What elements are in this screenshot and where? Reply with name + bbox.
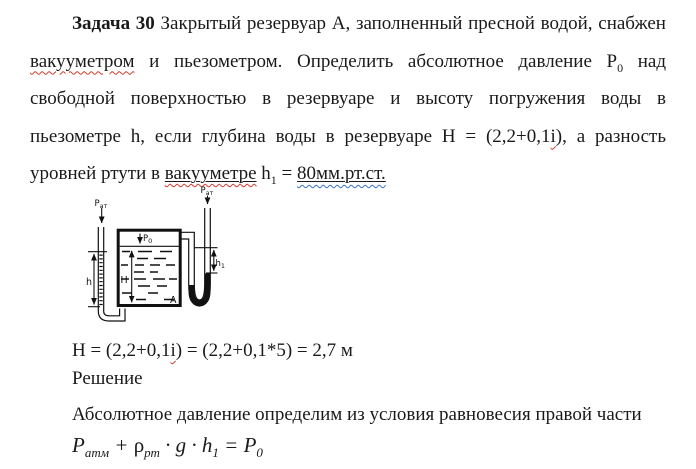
formula-equals: = xyxy=(218,433,244,457)
problem-number: Задача 30 xyxy=(72,13,155,34)
underlined-value xyxy=(297,163,386,184)
formula-P1: P xyxy=(72,433,85,457)
p0-label: $P_0$ xyxy=(143,234,153,245)
formula-dot: · xyxy=(159,433,176,457)
formula-h-sub: 1 xyxy=(212,445,219,461)
H-label: H xyxy=(120,275,128,286)
h-calculation-line xyxy=(72,339,642,363)
problem-line-2 xyxy=(30,43,666,81)
text-segment: Закрытый резервуар А, заполненный пресной водой, снабжен xyxy=(154,13,666,34)
text-segment: уровней ртути в xyxy=(30,163,165,184)
formula-h: h xyxy=(201,433,213,457)
h1-label: $h_1$ xyxy=(215,259,226,270)
misspelled-letter: i xyxy=(170,340,176,361)
misspelled-word: вакууметром xyxy=(30,50,135,72)
text-segment: h xyxy=(256,163,271,184)
formula-plus: + xyxy=(109,433,134,457)
patm-left-label: $P_{ат}$ xyxy=(94,199,108,210)
subscript: 1 xyxy=(270,172,277,187)
formula-rho: ρ xyxy=(133,433,145,457)
text-segment: Н = (2,2+0,1 xyxy=(72,340,171,361)
text-segment: над xyxy=(623,50,666,72)
formula-P0: P xyxy=(243,433,257,457)
formula-P1-sub: атм xyxy=(84,445,110,461)
text-segment: ) = (2,2+0,1*5) = 2,7 м xyxy=(175,340,353,361)
formula-P0-sub: 0 xyxy=(256,445,263,461)
vacuum-tube-wall-1 xyxy=(180,232,194,284)
text-segment: свободной поверхностью в резервуаре и высоту погружения воды в xyxy=(30,88,666,109)
solution-section xyxy=(72,339,642,459)
h-label: h xyxy=(86,277,93,288)
formula-g: g xyxy=(175,433,187,457)
problem-line-4 xyxy=(30,118,666,156)
misspelled-word: вакууметре xyxy=(164,163,257,184)
patm-right-label: $P_{ат}$ xyxy=(200,186,214,197)
tank-A-label: A xyxy=(170,295,177,306)
utube-inner-wall xyxy=(194,208,204,300)
problem-statement xyxy=(30,5,666,193)
text-segment: пьезометре h, если глубина воды в резервуаре Н = (2,2+0,1 xyxy=(30,125,551,147)
formula-rho-sub: рт xyxy=(144,445,160,461)
text-segment: ), а разность xyxy=(555,125,666,147)
pressure-formula xyxy=(72,432,642,459)
figure-diagram xyxy=(80,181,255,334)
solution-description: Абсолютное давление определим из условия равновесия правой части xyxy=(72,404,642,425)
problem-line-3 xyxy=(30,80,666,118)
formula-dot: · xyxy=(186,433,202,457)
problem-line-1 xyxy=(30,5,666,43)
subscript: 0 xyxy=(617,60,624,75)
grammar-flagged-value: 80мм.рт.ст. xyxy=(297,163,386,184)
misspelled-letter: i xyxy=(550,125,556,147)
text-segment: = xyxy=(276,163,298,184)
text-segment: и пьезометром. Определить абсолютное давление Р xyxy=(134,50,618,72)
solution-heading: Решение xyxy=(72,368,143,389)
figure-container xyxy=(80,181,255,334)
